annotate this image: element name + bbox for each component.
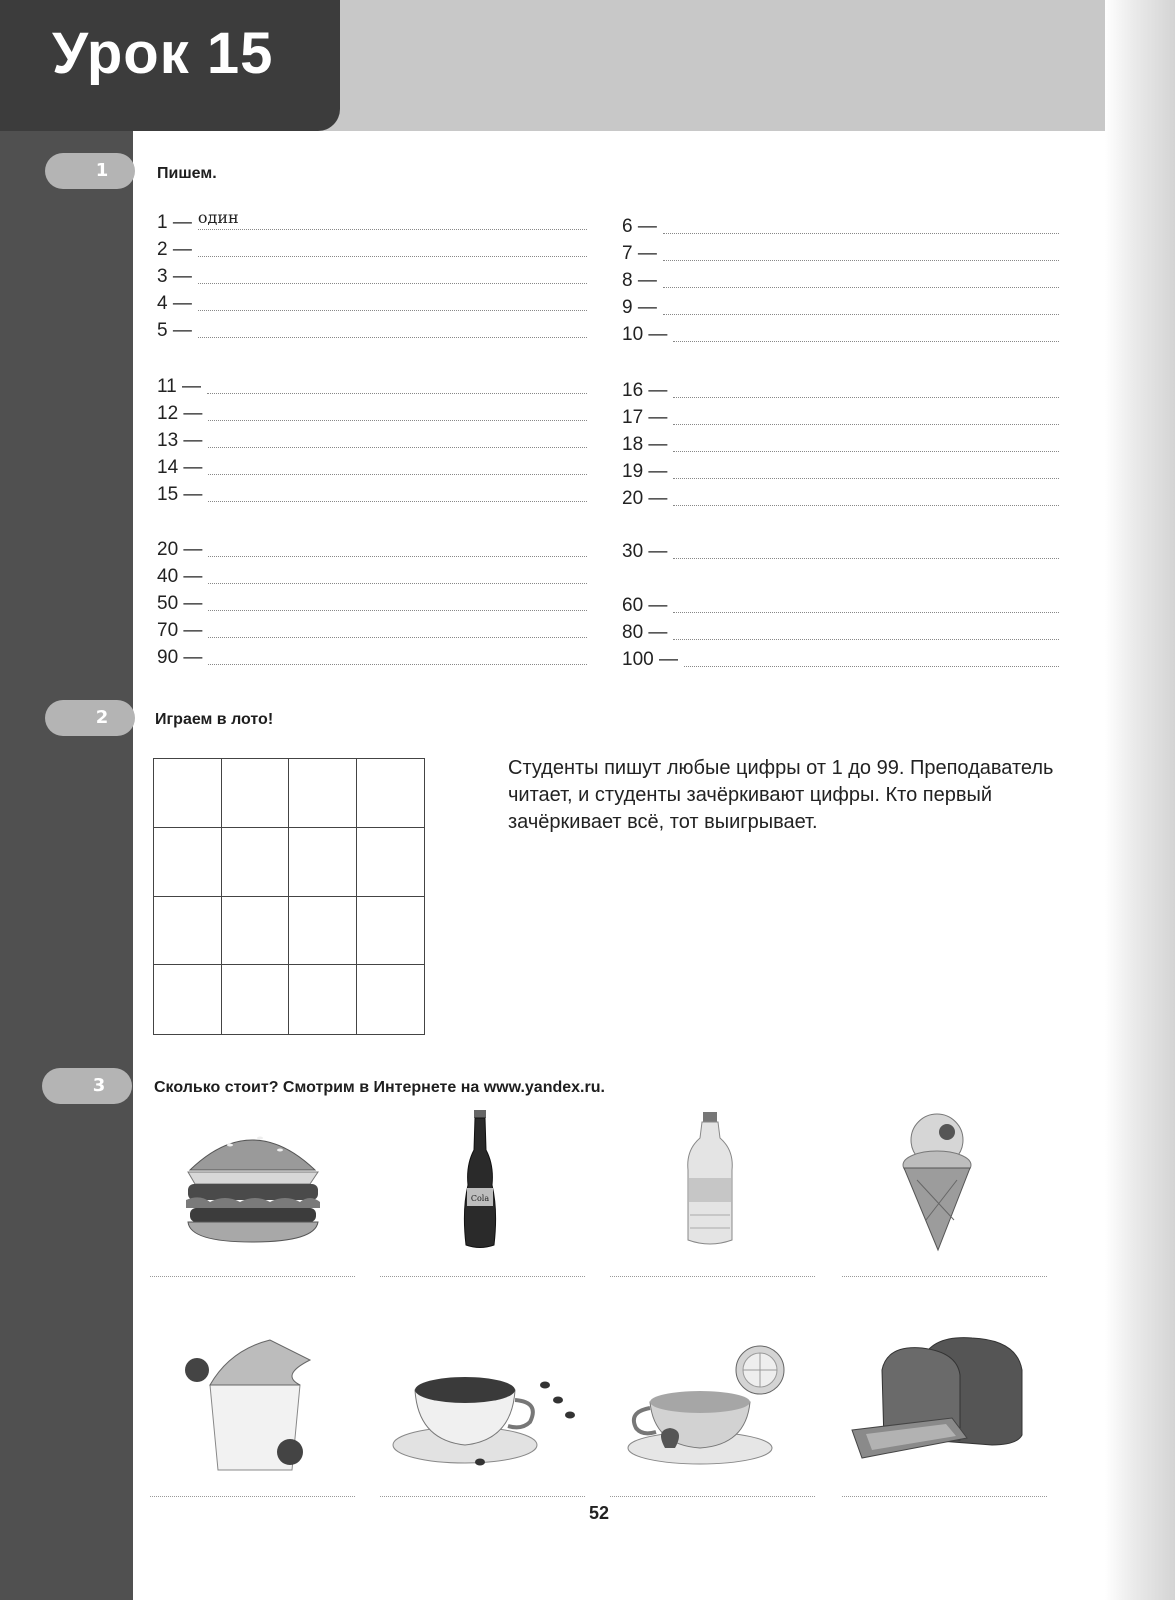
number-row: [157, 372, 587, 398]
number-row: [157, 535, 587, 561]
number-label: 12 —: [157, 403, 203, 424]
water-bottle-icon: [610, 1110, 815, 1260]
price-answer-line: [842, 1276, 1047, 1277]
svg-text:Cola: Cola: [470, 1194, 490, 1203]
price-answer-line: [610, 1496, 815, 1497]
answer-line[interactable]: [208, 565, 587, 584]
number-row: [157, 262, 587, 288]
answer-line[interactable]: [198, 292, 587, 311]
answer-line[interactable]: [684, 648, 1059, 667]
number-label: 9 —: [622, 297, 657, 318]
number-label: 1 —: [157, 212, 192, 233]
number-label: 7 —: [622, 243, 657, 264]
number-label: 3 —: [157, 266, 192, 287]
answer-line[interactable]: [208, 538, 587, 557]
number-label: 18 —: [622, 434, 668, 455]
answer-line[interactable]: [673, 540, 1059, 559]
number-label: 10 —: [622, 324, 668, 345]
number-label: 20 —: [157, 539, 203, 560]
number-row: [157, 208, 587, 234]
task-1-title: Пишем.: [157, 165, 217, 182]
answer-line[interactable]: [673, 487, 1059, 506]
number-row: [157, 289, 587, 315]
number-label: 90 —: [157, 647, 203, 668]
loto-cell[interactable]: [289, 965, 357, 1034]
task-3-badge: 3: [42, 1068, 132, 1104]
food-item-water: [610, 1110, 815, 1260]
number-label: 8 —: [622, 270, 657, 291]
number-row: [622, 591, 1059, 617]
number-row: [622, 320, 1059, 346]
yogurt-cup-icon: [150, 1330, 355, 1480]
answer-line[interactable]: [673, 323, 1059, 342]
answer-line[interactable]: [197, 208, 587, 230]
cola-bottle-icon: [380, 1110, 585, 1260]
price-answer-line: [380, 1496, 585, 1497]
loto-cell[interactable]: [289, 759, 357, 828]
loto-cell[interactable]: [357, 965, 425, 1034]
bread-loaf-icon: [842, 1330, 1047, 1480]
page-number: 52: [589, 1503, 610, 1523]
number-label: 13 —: [157, 430, 203, 451]
answer-line[interactable]: [198, 319, 587, 338]
number-label: 60 —: [622, 595, 668, 616]
loto-cell[interactable]: [289, 897, 357, 966]
number-row: [157, 616, 587, 642]
loto-cell[interactable]: [289, 828, 357, 897]
task-2-title: Играем в лото!: [155, 711, 274, 728]
food-item-yogurt: [150, 1330, 355, 1480]
number-label: 20 —: [622, 488, 668, 509]
answer-line[interactable]: [663, 242, 1059, 261]
tea-cup-icon: [610, 1330, 815, 1480]
food-item-tea: [610, 1330, 815, 1480]
number-row: [622, 537, 1059, 563]
answer-line[interactable]: [208, 429, 587, 448]
answer-line[interactable]: [673, 594, 1059, 613]
number-label: 15 —: [157, 484, 203, 505]
number-row: [622, 484, 1059, 510]
left-margin-band: [0, 0, 133, 1600]
food-item-hamburger: [150, 1110, 355, 1260]
loto-cell[interactable]: [222, 828, 290, 897]
answer-line[interactable]: [207, 375, 587, 394]
number-label: 4 —: [157, 293, 192, 314]
number-row: [622, 212, 1059, 238]
food-item-coffee: [380, 1330, 585, 1480]
number-label: 16 —: [622, 380, 668, 401]
number-row: [157, 562, 587, 588]
number-row: [622, 618, 1059, 644]
task-1-badge: 1: [45, 153, 135, 189]
number-row: [157, 235, 587, 261]
loto-cell[interactable]: [357, 828, 425, 897]
number-label: 40 —: [157, 566, 203, 587]
food-item-bread: [842, 1330, 1047, 1480]
number-row: [622, 430, 1059, 456]
number-row: [622, 457, 1059, 483]
number-label: 70 —: [157, 620, 203, 641]
number-row: [622, 376, 1059, 402]
loto-cell[interactable]: [222, 897, 290, 966]
number-row: [622, 266, 1059, 292]
loto-instructions: Студенты пишут любые цифры от 1 до 99. Преподаватель читает, и студенты зачёркивают цифры. Кто первый зачёркивает всё, тот выигрывает.: [508, 757, 1054, 833]
number-row: [622, 293, 1059, 319]
coffee-cup-icon: [380, 1330, 585, 1480]
answer-line[interactable]: [208, 456, 587, 475]
written-answer: один: [197, 208, 239, 227]
answer-line[interactable]: [198, 265, 587, 284]
number-label: 11 —: [157, 376, 202, 397]
answer-line[interactable]: [208, 402, 587, 421]
loto-cell[interactable]: [357, 897, 425, 966]
number-row: [157, 643, 587, 669]
food-item-ice-cream: [842, 1110, 1047, 1260]
number-label: 30 —: [622, 541, 668, 562]
number-label: 80 —: [622, 622, 668, 643]
number-row: [157, 453, 587, 479]
loto-cell[interactable]: [154, 828, 222, 897]
answer-line[interactable]: [208, 592, 587, 611]
number-row: [622, 239, 1059, 265]
number-row: [622, 403, 1059, 429]
price-answer-line: [150, 1276, 355, 1277]
ice-cream-cone-icon: [842, 1110, 1047, 1260]
price-answer-line: [842, 1496, 1047, 1497]
number-label: 6 —: [622, 216, 657, 237]
answer-line[interactable]: [663, 296, 1059, 315]
number-row: [157, 589, 587, 615]
answer-line[interactable]: [673, 460, 1059, 479]
number-row: [157, 316, 587, 342]
lesson-title-block: [0, 0, 340, 131]
number-label: 100 —: [622, 649, 678, 670]
number-row: [622, 645, 1059, 671]
answer-line[interactable]: [208, 619, 587, 638]
answer-line[interactable]: [673, 379, 1059, 398]
answer-line[interactable]: [208, 483, 587, 502]
loto-cell[interactable]: [222, 965, 290, 1034]
price-answer-line: [380, 1276, 585, 1277]
lesson-title: Урок 15: [52, 21, 274, 86]
loto-cell[interactable]: [222, 759, 290, 828]
food-item-cola: [380, 1110, 585, 1260]
answer-line[interactable]: [208, 646, 587, 665]
answer-line[interactable]: [198, 238, 587, 257]
number-label: 5 —: [157, 320, 192, 341]
answer-line[interactable]: [673, 621, 1059, 640]
answer-line[interactable]: [673, 433, 1059, 452]
loto-grid: [153, 758, 425, 1035]
number-row: [157, 480, 587, 506]
number-label: 14 —: [157, 457, 203, 478]
hamburger-icon: [150, 1110, 355, 1260]
loto-cell[interactable]: [154, 897, 222, 966]
task-2-badge: 2: [45, 700, 135, 736]
price-answer-line: [610, 1276, 815, 1277]
page-edge-shadow: [1105, 0, 1175, 1600]
task-3-title: Сколько стоит? Смотрим в Интернете на www.yandex.ru.: [154, 1079, 605, 1096]
number-label: 2 —: [157, 239, 192, 260]
loto-cell[interactable]: [154, 759, 222, 828]
number-row: [157, 426, 587, 452]
answer-line[interactable]: [673, 406, 1059, 425]
number-label: 50 —: [157, 593, 203, 614]
answer-line[interactable]: [663, 215, 1059, 234]
loto-cell[interactable]: [154, 965, 222, 1034]
loto-cell[interactable]: [357, 759, 425, 828]
number-row: [157, 399, 587, 425]
number-label: 19 —: [622, 461, 668, 482]
price-answer-line: [150, 1496, 355, 1497]
number-label: 17 —: [622, 407, 668, 428]
answer-line[interactable]: [663, 269, 1059, 288]
